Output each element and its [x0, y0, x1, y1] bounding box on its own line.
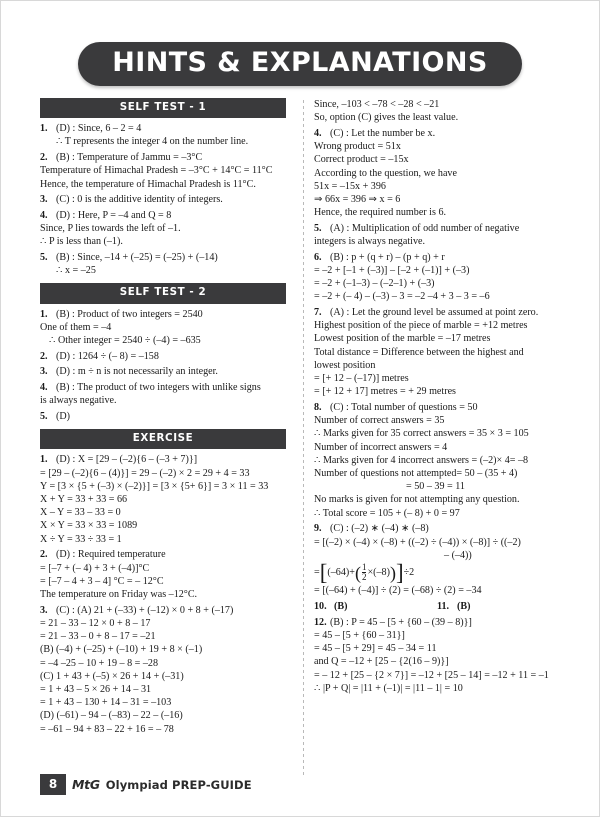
page-footer — [40, 774, 560, 795]
item-line: = 21 – 33 – 0 + 8 – 17 = –21 — [40, 631, 156, 643]
item-continuation — [314, 414, 560, 520]
item-line: (C) : (A) 21 + (–33) + (–12) × 0 + 8 + (–17) — [56, 604, 234, 616]
item-continuation — [40, 321, 286, 347]
item-body — [330, 616, 560, 629]
left-column — [40, 98, 296, 778]
bracket-open-round: ( — [354, 562, 361, 583]
item-body — [330, 306, 560, 319]
item-number: 11. — [437, 601, 450, 613]
item-line: = –2 + (–1–3) – (–2–1) + (–3) — [314, 278, 435, 290]
list-item — [314, 401, 560, 414]
item-line: Hence, the required number is 6. — [314, 207, 447, 219]
item-line: = 50 – 39 = 11 — [406, 481, 465, 493]
list-item — [40, 350, 286, 363]
list-item — [40, 381, 286, 394]
item-line: X – Y = 33 – 33 = 0 — [40, 507, 121, 519]
self-test-1-items — [40, 122, 286, 277]
column-divider — [303, 100, 304, 778]
item-line: (B) : Temperature of Jammu = –3°C — [56, 152, 203, 164]
item-number: 1. — [40, 123, 48, 135]
item-line: (B) : P = 45 – [5 + {60 – (39 – 8)}] — [330, 616, 472, 628]
list-item — [40, 151, 286, 164]
item-line: = 21 – 33 – 12 × 0 + 8 – 17 — [40, 617, 151, 629]
item-body — [56, 350, 286, 363]
item-number: 1. — [40, 454, 48, 466]
item-line: (C) 1 + 43 + (–5) × 26 + 14 + (–31) — [40, 670, 184, 682]
continued-from-left — [314, 98, 560, 124]
item-line: = [29 – (–2){6 – (4)}] = 29 – (–2) × 2 = 29 + 4 = 33 — [40, 467, 250, 479]
list-item — [40, 251, 286, 277]
item-line: = –61 – 94 + 83 – 22 + 16 = – 78 — [40, 723, 174, 735]
item-body — [56, 209, 286, 222]
section-header-exercise: EXERCISE — [40, 429, 286, 449]
item-number: 3. — [40, 194, 48, 206]
item-body — [56, 365, 286, 378]
item-number: 7. — [314, 307, 322, 319]
item-body — [56, 410, 286, 423]
self-test-2-items — [40, 308, 286, 424]
item-line: Hence, the temperature of Himachal Pradesh is 11°C. — [40, 178, 256, 190]
item-line: = –2 + [–1 + (–3)] – [–2 + (–1)] + (–3) — [314, 264, 470, 276]
item-line: So, option (C) gives the least value. — [314, 112, 459, 124]
item-number: 12. — [314, 616, 327, 628]
list-item — [314, 306, 560, 319]
item-number: 4. — [40, 209, 48, 221]
item-number: 4. — [314, 127, 322, 139]
item-line: = [–7 – 4 + 3 – 4] °C = – 12°C — [40, 575, 164, 587]
fraction-prefix: = — [314, 567, 320, 579]
item-body — [56, 308, 286, 321]
item-body — [330, 251, 560, 264]
fraction-suffix: ÷2 — [403, 567, 415, 579]
item-number: 3. — [40, 366, 48, 378]
footer-title: Olympiad PREP-GUIDE — [105, 777, 252, 792]
item-line: (C) : 0 is the additive identity of integers. — [56, 194, 223, 206]
bracket-close-square: ] — [395, 559, 404, 585]
item-line: Number of questions not attempted= 50 – (35 + 4) — [314, 467, 518, 479]
item-line: X + Y = 33 + 33 = 66 — [40, 494, 128, 506]
item-line: = – 12 + [25 – {2 × 7}] = –12 + [25 – 14] = –12 + 11 = –1 — [314, 669, 549, 681]
list-item — [314, 222, 560, 235]
item-line: ∴ x = –25 — [56, 265, 96, 277]
item-line: ∴ Other integer = 2540 ÷ (–4) = –635 — [49, 335, 201, 347]
item-line: ∴ P is less than (–1). — [40, 236, 123, 248]
item-line: = 1 + 43 – 5 × 26 + 14 – 31 — [40, 683, 152, 695]
list-item — [40, 604, 286, 617]
list-item — [40, 365, 286, 378]
item-line: Temperature of Himachal Pradesh = –3°C + 14°C = 11°C — [40, 165, 273, 177]
item-line: integers is always negative. — [314, 236, 425, 248]
item-number: 6. — [314, 251, 322, 263]
item-number: 3. — [40, 604, 48, 616]
list-item — [40, 193, 286, 206]
item-line: (D) : Required temperature — [56, 549, 166, 561]
item-line: lowest position — [314, 359, 376, 371]
publisher-name: MtG — [72, 777, 100, 792]
item-line: ∴ Marks given for 35 correct answers = 35 × 3 = 105 — [314, 428, 529, 440]
item-line: 51x = –15x + 396 — [314, 180, 386, 192]
item-line: = [(–64) + (–4)] ÷ (2) = (–68) ÷ (2) = –34 — [314, 584, 482, 596]
list-item — [314, 127, 560, 140]
fraction-left-term: (–64)+ — [327, 567, 355, 579]
item-line: Wrong product = 51x — [314, 141, 401, 153]
item-line: ∴ Marks given for 4 incorrect answers = (–2)× 4= –8 — [314, 454, 529, 466]
item-line: (D) : X = [29 – (–2){6 – (–3 + 7)}] — [56, 454, 198, 466]
item-line: (B) : The product of two integers with unlike signs — [56, 382, 261, 394]
item-line: = –2 + (– 4) – (–3) – 3 = –2 –4 + 3 – 3 = –6 — [314, 291, 490, 303]
item-number: 2. — [40, 350, 48, 362]
item-body — [56, 604, 286, 617]
item-line: (D) : Here, P = –4 and Q = 8 — [56, 209, 172, 221]
item-line: Since, P lies towards the left of –1. — [40, 223, 181, 235]
item-line: (B) : Product of two integers = 2540 — [56, 308, 203, 320]
item-number: 2. — [40, 549, 48, 561]
publisher-logo — [72, 777, 100, 792]
item-body — [330, 222, 560, 235]
list-item — [40, 410, 286, 423]
short-answer-10 — [314, 600, 437, 613]
item-continuation — [314, 140, 560, 219]
item-continuation — [40, 222, 286, 248]
item-line: = 45 – [5 + 29] = 45 – 34 = 11 — [314, 643, 437, 655]
item-continuation — [40, 562, 286, 602]
list-item — [314, 616, 560, 629]
item-line: Lowest position of the marble = –17 metres — [314, 333, 491, 345]
item-continuation — [314, 629, 560, 695]
item-line: (C) : Let the number be x. — [330, 127, 436, 139]
list-item — [40, 308, 286, 321]
bracket-open-square: [ — [319, 559, 328, 585]
item-number: 5. — [40, 411, 48, 423]
item-body — [56, 381, 286, 394]
item-line: ∴ T represents the integer 4 on the number line. — [56, 136, 249, 148]
item-continuation — [40, 394, 286, 407]
page-number: 8 — [40, 774, 66, 795]
item-continuation — [314, 235, 560, 248]
item-line: ∴ |P + Q| = |11 + (–1)| = |11 – 1| = 10 — [314, 682, 463, 694]
item-number: 10. — [314, 601, 327, 613]
item-line: (B) : p + (q + r) – (p + q) + r — [330, 251, 445, 263]
item-line: (C) : Total number of questions = 50 — [330, 401, 478, 413]
list-item — [40, 122, 286, 148]
item-line: ∴ Total score = 105 + (– 8) + 0 = 97 — [314, 507, 460, 519]
item-line: (A) : Multiplication of odd number of negative — [330, 222, 520, 234]
section-header-self-test-1: SELF TEST - 1 — [40, 98, 286, 118]
item-continuation — [314, 584, 560, 597]
item-line: = [+ 12 – (–17)] metres — [314, 373, 409, 385]
bracket-close-round: ) — [389, 562, 396, 583]
item-line: X × Y = 33 × 33 = 1089 — [40, 520, 138, 532]
item-line: One of them = –4 — [40, 321, 112, 333]
item-continuation — [314, 264, 560, 304]
item-line: (D) — [56, 411, 71, 423]
item-line: (C) : (–2) ∗ (–4) ∗ (–8) — [330, 523, 429, 535]
item-continuation — [40, 617, 286, 736]
list-item — [40, 453, 286, 466]
item-line: (D) (–61) – 94 – (–83) – 22 – (–16) — [40, 710, 183, 722]
fraction — [362, 563, 367, 583]
item-line: Highest position of the piece of marble = +12 metres — [314, 320, 528, 332]
short-answer-11 — [437, 600, 560, 613]
item-continuation — [314, 319, 560, 398]
item-line: X ÷ Y = 33 ÷ 33 = 1 — [40, 533, 122, 545]
item-body — [56, 151, 286, 164]
item-continuation — [40, 164, 286, 190]
item-continuation — [314, 536, 560, 562]
list-item — [314, 251, 560, 264]
item-line: Since, –103 < –78 < –28 < –21 — [314, 99, 440, 110]
item-line: = 45 – [5 + {60 – 31}] — [314, 630, 405, 642]
section-header-self-test-2: SELF TEST - 2 — [40, 283, 286, 303]
item-line: (B) (–4) + (–25) + (–10) + 19 + 8 × (–1) — [40, 644, 203, 656]
fraction-denominator: 2 — [361, 572, 367, 583]
item-line: (D) : 1264 ÷ (– 8) = –158 — [56, 350, 159, 362]
item-line: Number of incorrect answers = 4 — [314, 441, 448, 453]
item-line: = [(–2) × (–4) × (–8) + ((–2) ÷ (–4)) × (–8)] ÷ ((–2) — [314, 536, 521, 548]
item-body — [56, 122, 286, 148]
item-line: No marks is given for not attempting any question. — [314, 494, 520, 506]
item-line: Y = [3 × {5 + (–3) × (–2)}] = [3 × {5+ 6}] = 3 × 11 = 33 — [40, 480, 269, 492]
list-item — [40, 548, 286, 561]
item-continuation — [40, 467, 286, 546]
two-column-body — [40, 98, 560, 778]
item-line: According to the question, we have — [314, 167, 457, 179]
item-line: Correct product = –15x — [314, 154, 409, 166]
item-line: ⇒ 66x = 396 ⇒ x = 6 — [314, 193, 401, 205]
item-body — [330, 401, 560, 414]
item-number: 9. — [314, 523, 322, 535]
item-body — [56, 193, 286, 206]
item-body — [330, 127, 560, 140]
item-line: = [–7 + (– 4) + 3 + (–4)]°C — [40, 562, 150, 574]
item-line: = 1 + 43 – 130 + 14 – 31 = –103 — [40, 697, 172, 709]
item-line: (B) : Since, –14 + (–25) = (–25) + (–14) — [56, 252, 218, 264]
item-line: is always negative. — [40, 395, 117, 407]
fraction-tail: ×(–8) — [367, 567, 390, 579]
item-line: – (–4)) — [444, 549, 472, 561]
item-body — [56, 251, 286, 277]
list-item — [40, 209, 286, 222]
item-line: (D) : Since, 6 – 2 = 4 — [56, 123, 142, 135]
item-number: 2. — [40, 152, 48, 164]
item-line: = [+ 12 + 17] metres = + 29 metres — [314, 386, 456, 398]
fraction-numerator: 1 — [361, 561, 367, 572]
item-body — [56, 548, 286, 561]
item-body — [330, 522, 560, 535]
item-number: 5. — [40, 252, 48, 264]
item-line: and Q = –12 + [25 – {2(16 – 9)}] — [314, 656, 449, 668]
exercise-items — [40, 453, 286, 735]
item-line: = –4 –25 – 10 + 19 – 8 = –28 — [40, 657, 159, 669]
item-number: 1. — [40, 308, 48, 320]
right-column — [311, 98, 560, 778]
item-number: 8. — [314, 401, 322, 413]
answer-option: (B) — [457, 601, 471, 613]
item-number: 4. — [40, 382, 48, 394]
answer-option: (B) — [334, 601, 348, 613]
item-line: (A) : Let the ground level be assumed at point zero. — [330, 307, 539, 319]
item-line: (D) : m ÷ n is not necessarily an integer. — [56, 366, 218, 378]
page-title: HINTS & EXPLANATIONS — [78, 42, 521, 86]
list-item — [314, 522, 560, 535]
item-line: Number of correct answers = 35 — [314, 415, 445, 427]
item-body — [56, 453, 286, 466]
item-line: Total distance = Difference between the highest and — [314, 346, 524, 358]
item-number: 5. — [314, 222, 322, 234]
item-line: The temperature on Friday was –12°C. — [40, 589, 198, 600]
fraction-expression — [314, 559, 560, 585]
page-banner — [0, 42, 600, 86]
short-answer-row — [314, 600, 560, 613]
